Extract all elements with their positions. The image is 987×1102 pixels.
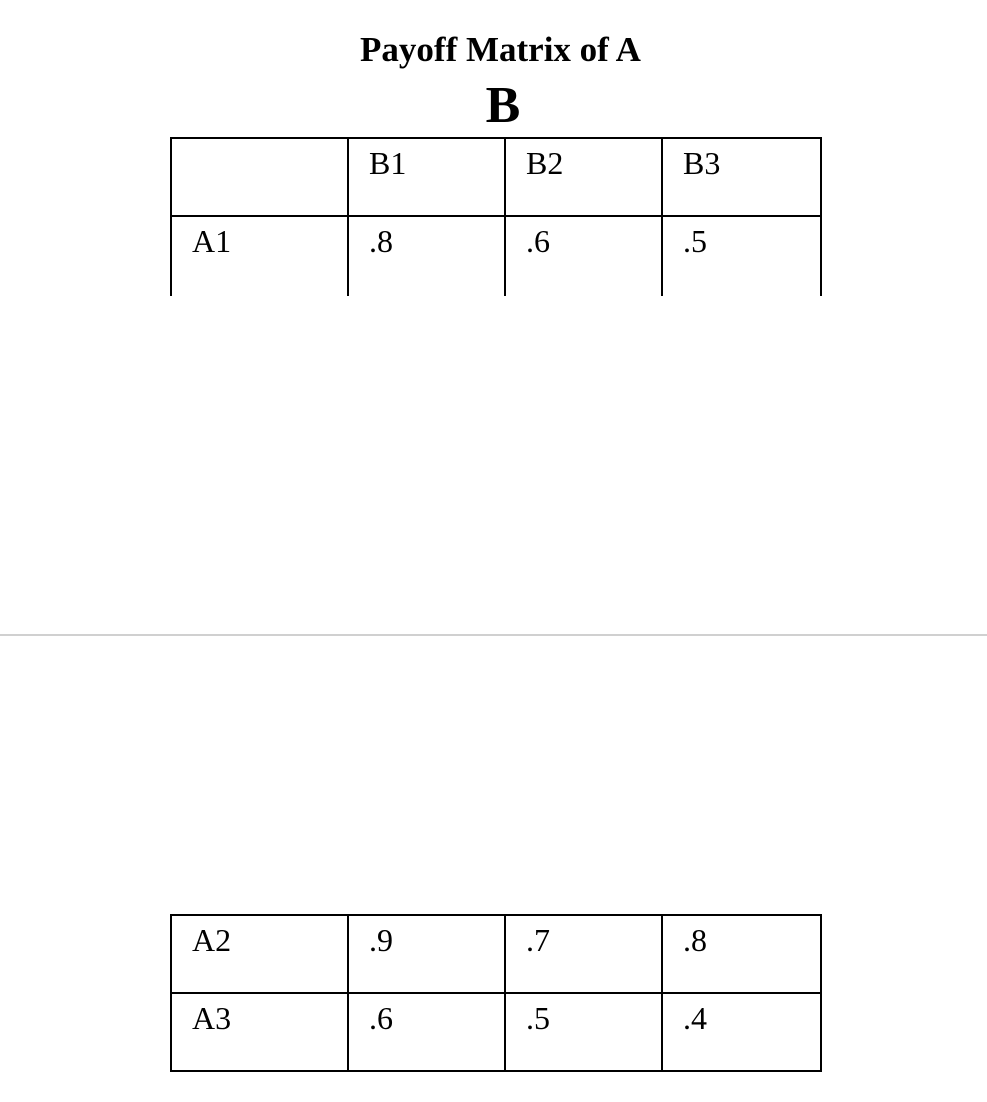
cell-a3-b3: .4 xyxy=(662,993,821,1071)
table-row-a3 xyxy=(171,993,821,1071)
header-corner-cell xyxy=(171,138,348,216)
column-player-label: B xyxy=(485,77,521,134)
cell-a1-b1: .8 xyxy=(348,216,505,296)
row-label-a1: A1 xyxy=(171,216,348,296)
cell-a1-b2: .6 xyxy=(505,216,662,296)
table-header-row xyxy=(171,138,821,216)
payoff-matrix-top-part xyxy=(170,137,822,296)
header-cell-b2: B2 xyxy=(505,138,662,216)
table-row-a2 xyxy=(171,915,821,993)
header-cell-b1: B1 xyxy=(348,138,505,216)
row-label-a3: A3 xyxy=(171,993,348,1071)
cell-a2-b2: .7 xyxy=(505,915,662,993)
cell-a2-b3: .8 xyxy=(662,915,821,993)
cell-a1-b3: .5 xyxy=(662,216,821,296)
cell-a3-b2: .5 xyxy=(505,993,662,1071)
header-cell-b3: B3 xyxy=(662,138,821,216)
page-break-divider xyxy=(0,634,987,636)
payoff-matrix-bottom-part xyxy=(170,914,822,1072)
table-row-a1 xyxy=(171,216,821,296)
cell-a2-b1: .9 xyxy=(348,915,505,993)
cell-a3-b1: .6 xyxy=(348,993,505,1071)
row-label-a2: A2 xyxy=(171,915,348,993)
document-title: Payoff Matrix of A xyxy=(360,30,641,69)
